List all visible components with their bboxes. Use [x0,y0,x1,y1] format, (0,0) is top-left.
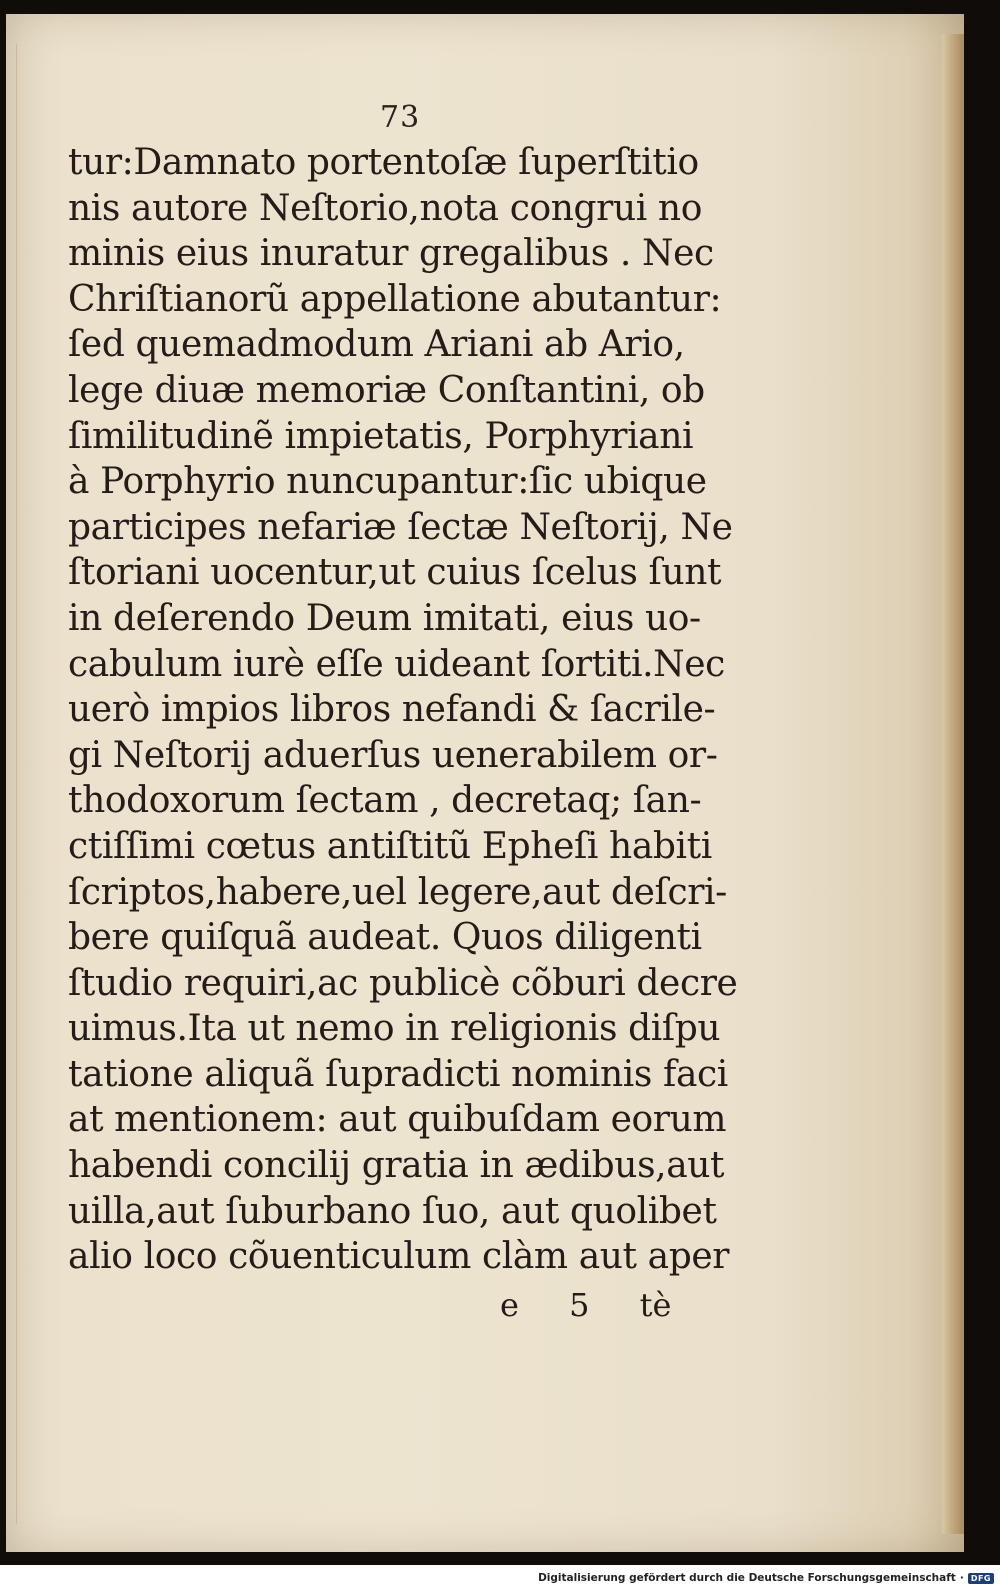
text-line: lege diuæ memoriæ Conſtantini, ob [68,369,705,411]
text-line: tatione aliquã ſupradicti nominis faci [68,1053,728,1095]
text-line: minis eius inuratur gregalibus . Nec [68,233,714,275]
text-line: uerò impios libros nefandi & ſacrile- [68,689,716,731]
digitization-footer [538,1570,994,1586]
text-line: Chriſtianorũ appellatione abutantur: [68,278,722,320]
text-line: ſtudio requiri,ac publicè cõburi decre [68,962,738,1004]
text-line: ſimilitudinẽ impietatis, Porphyriani [68,415,694,457]
text-line: ſcriptos,habere,uel legere,aut deſcri- [68,871,727,913]
text-line: alio loco cõuenticulum clàm aut aper [68,1236,730,1278]
text-line: in deſerendo Deum imitati, eius uo- [68,597,701,639]
text-line: habendi concilij gratia in ædibus,aut [68,1145,725,1187]
page-number: 73 [380,100,421,135]
text-line: gi Neſtorij aduerſus uenerabilem or- [68,734,718,776]
dfg-logo-icon: DFG [968,1573,994,1584]
text-line: nis autore Neſtorio,nota congrui no [68,187,702,229]
footer-separator: · [959,1572,964,1584]
text-line: ſed quemadmodum Ariani ab Ario, [68,324,685,366]
text-line: cabulum iurè eſſe uideant ſortiti.Nec [68,643,725,685]
text-line: uimus.Ita ut nemo in religionis diſpu [68,1008,721,1050]
text-line: ctiſſimi cœtus antiſtitũ Epheſi habiti [68,825,712,867]
page-edge [942,34,964,1534]
footer-credit: Digitalisierung gefördert durch die Deutsche Forschungsgemeinschaft [538,1572,956,1584]
gutter-line [16,44,17,1524]
text-line: at mentionem: aut quibuſdam eorum [68,1099,727,1141]
text-line: uilla,aut ſuburbano ſuo, aut quolibet [68,1190,717,1232]
text-line: ſtoriani uocentur,ut cuius ſcelus ſunt [68,552,722,594]
text-line: thodoxorum ſectam , decretaq; ſan- [68,780,702,822]
text-line: participes nefariæ ſectæ Neſtorij, Ne [68,506,733,548]
body-text [68,140,748,1280]
text-line: tur:Damnato portentoſæ ſuperſtitio [68,142,699,183]
catchword: e 5 tè [500,1286,672,1324]
text-line: à Porphyrio nuncupantur:ſic ubique [68,461,707,503]
text-line: bere quiſquã audeat. Quos diligenti [68,917,702,959]
